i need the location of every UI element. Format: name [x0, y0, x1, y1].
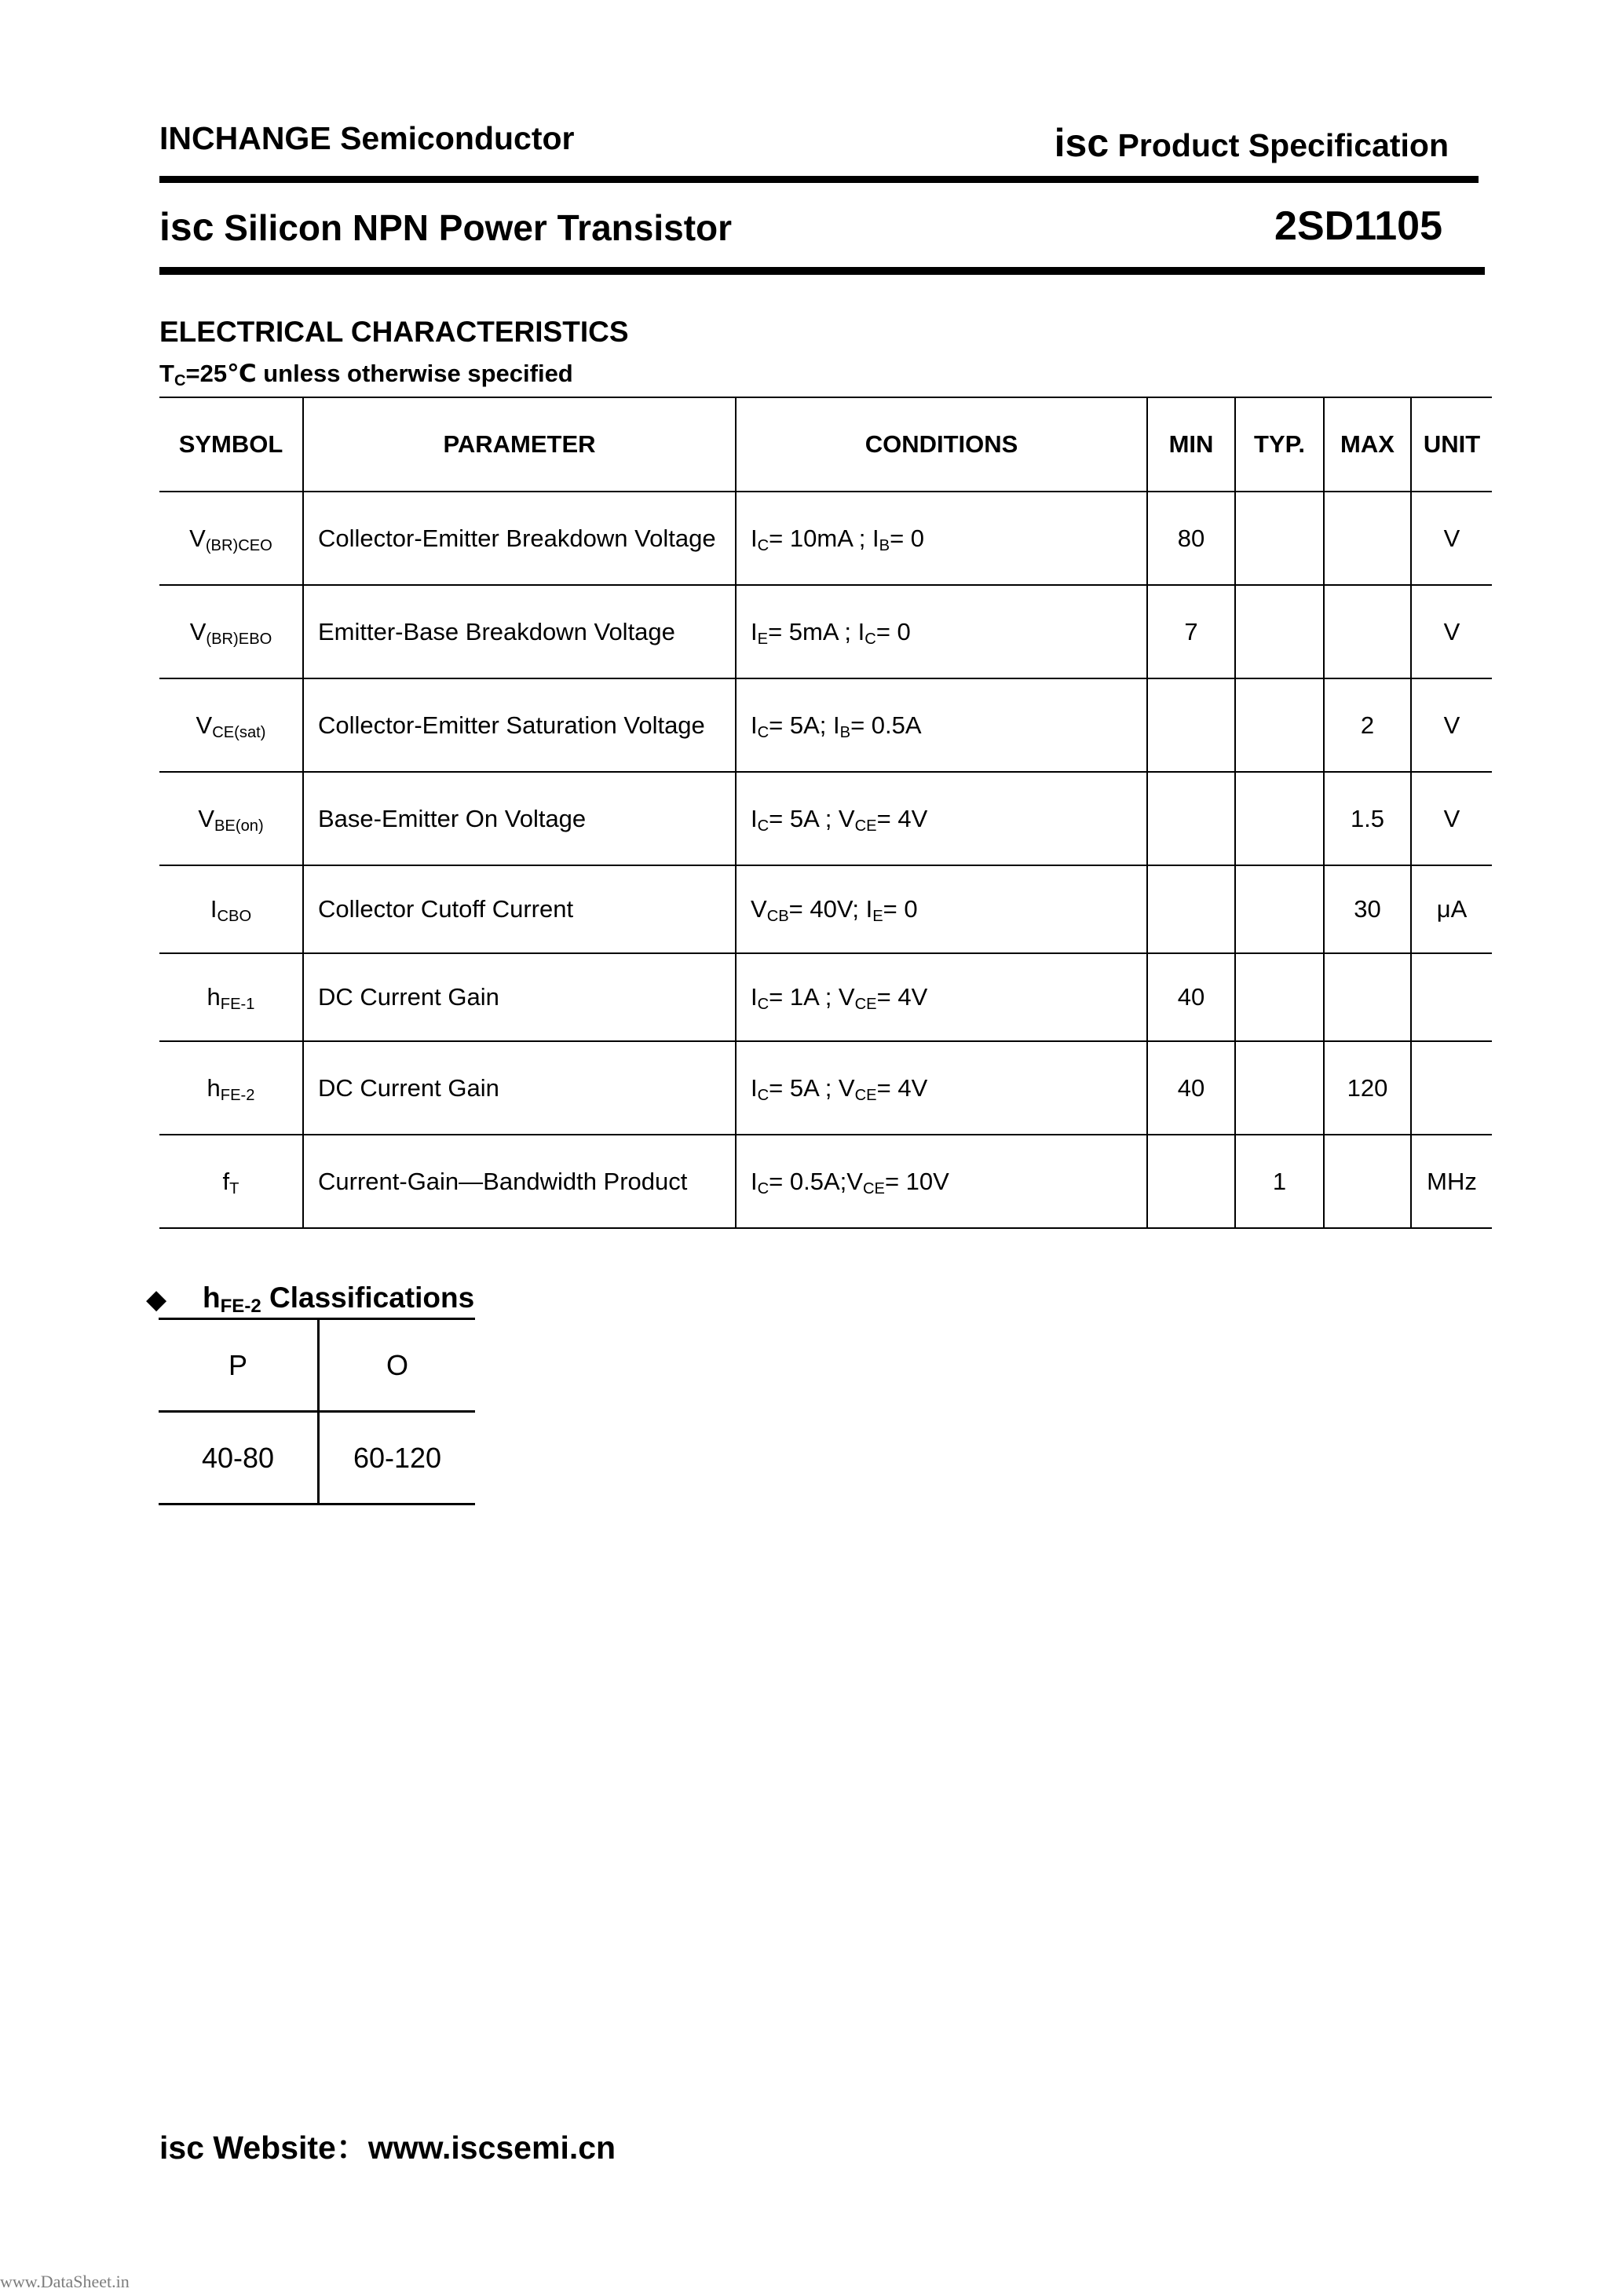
- classifications-title: [203, 1281, 475, 1317]
- cond-part: = 40V; I: [788, 895, 873, 923]
- cond-part: = 0: [875, 617, 911, 645]
- cond-part: = 10mA ; I: [769, 524, 879, 552]
- typ-cell: [1235, 953, 1324, 1041]
- watermark: www.DataSheet.in: [0, 2272, 130, 2291]
- cond-part: I: [751, 983, 758, 1011]
- min-cell: 80: [1147, 492, 1235, 585]
- max-cell: 1.5: [1324, 772, 1411, 865]
- cond-sub: CE: [854, 996, 877, 1014]
- cond-part: V: [751, 895, 767, 923]
- symbol-main: V: [198, 804, 214, 832]
- header-symbol: SYMBOL: [159, 397, 303, 492]
- cond-part: I: [751, 804, 758, 832]
- parameter-cell: Collector-Emitter Saturation Voltage: [303, 678, 736, 772]
- min-cell: 40: [1147, 953, 1235, 1041]
- min-cell: 7: [1147, 585, 1235, 678]
- cond-part: I: [751, 524, 758, 552]
- max-cell: [1324, 953, 1411, 1041]
- symbol-sub: FE-2: [220, 1086, 255, 1104]
- parameter-cell: Base-Emitter On Voltage: [303, 772, 736, 865]
- cond-part: I: [751, 617, 758, 645]
- symbol-main: f: [222, 1167, 230, 1195]
- cond-sub: C: [757, 1086, 769, 1104]
- symbol-cell: [159, 772, 303, 865]
- cond-part: = 4V: [876, 1073, 928, 1102]
- cond-sub: C: [174, 372, 186, 390]
- cond-part: I: [751, 1073, 758, 1102]
- symbol-sub: (BR)EBO: [206, 630, 272, 648]
- max-cell: [1324, 585, 1411, 678]
- max-cell: 120: [1324, 1041, 1411, 1135]
- symbol-cell: [159, 678, 303, 772]
- part-number: 2SD1105: [1274, 203, 1442, 249]
- unit-cell: V: [1411, 492, 1492, 585]
- table-row: [159, 1041, 1492, 1135]
- table-row: [159, 1135, 1492, 1228]
- company-name: INCHANGE Semiconductor: [159, 120, 575, 156]
- symbol-main: V: [189, 617, 207, 645]
- table-row: [159, 492, 1492, 585]
- diamond-bullet-icon: ◆: [146, 1285, 167, 1314]
- header-conditions: CONDITIONS: [736, 397, 1147, 492]
- cond-sub: C: [757, 723, 769, 741]
- cond-part: I: [751, 1167, 758, 1195]
- symbol-cell: [159, 585, 303, 678]
- cond-part: = 4V: [876, 983, 928, 1011]
- cond-sub: E: [757, 630, 769, 648]
- conditions-cell: [736, 1041, 1147, 1135]
- cond-sub: C: [757, 536, 769, 554]
- title-product: Silicon NPN Power Transistor: [224, 207, 733, 248]
- table-row: [159, 953, 1492, 1041]
- cond-rest: =25℃ unless otherwise specified: [185, 360, 573, 387]
- min-cell: [1147, 772, 1235, 865]
- range-row: [159, 1412, 475, 1504]
- spec-brand: isc: [1054, 121, 1109, 165]
- symbol-cell: [159, 1041, 303, 1135]
- title-rule: [159, 267, 1485, 275]
- cond-part: = 10V: [884, 1167, 949, 1195]
- parameter-cell: DC Current Gain: [303, 1041, 736, 1135]
- cond-part: = 0.5A: [850, 711, 922, 739]
- conditions-cell: [736, 585, 1147, 678]
- footer-website[interactable]: isc Website：www.iscsemi.cn: [159, 2130, 616, 2166]
- symbol-main: h: [207, 983, 221, 1011]
- conditions-cell: [736, 865, 1147, 953]
- conditions-cell: [736, 953, 1147, 1041]
- symbol-sub: CE(sat): [212, 723, 266, 741]
- symbol-sub: FE-1: [220, 996, 255, 1014]
- symbol-sub: T: [229, 1179, 239, 1197]
- typ-cell: [1235, 585, 1324, 678]
- header-min: MIN: [1147, 397, 1235, 492]
- symbol-main: h: [207, 1073, 221, 1102]
- cls-title-main: h: [203, 1281, 221, 1314]
- cls-title-sub: FE-2: [220, 1296, 261, 1317]
- symbol-cell: [159, 492, 303, 585]
- parameter-cell: Collector Cutoff Current: [303, 865, 736, 953]
- max-cell: [1324, 492, 1411, 585]
- typ-cell: [1235, 772, 1324, 865]
- cond-part: = 5A ; V: [769, 1073, 855, 1102]
- range-cell: 40-80: [159, 1412, 319, 1504]
- table-row: [159, 585, 1492, 678]
- cond-sub: C: [757, 1179, 769, 1197]
- section-title: ELECTRICAL CHARACTERISTICS: [159, 316, 629, 348]
- cond-part: = 5A; I: [769, 711, 840, 739]
- header-rule: [159, 176, 1479, 183]
- max-cell: [1324, 1135, 1411, 1228]
- grade-cell: O: [319, 1319, 476, 1412]
- symbol-sub: CBO: [217, 908, 252, 926]
- cond-sub: E: [872, 908, 883, 926]
- symbol-main: V: [196, 711, 213, 739]
- parameter-cell: Current-Gain—Bandwidth Product: [303, 1135, 736, 1228]
- cond-part: = 0.5A;V: [769, 1167, 863, 1195]
- typ-cell: [1235, 865, 1324, 953]
- typ-cell: [1235, 1041, 1324, 1135]
- range-cell: 60-120: [319, 1412, 476, 1504]
- symbol-cell: [159, 953, 303, 1041]
- min-cell: 40: [1147, 1041, 1235, 1135]
- table-row: [159, 678, 1492, 772]
- parameter-cell: Collector-Emitter Breakdown Voltage: [303, 492, 736, 585]
- cond-part: = 0: [890, 524, 925, 552]
- header-typ: TYP.: [1235, 397, 1324, 492]
- unit-cell: μA: [1411, 865, 1492, 953]
- unit-cell: V: [1411, 678, 1492, 772]
- conditions-cell: [736, 678, 1147, 772]
- cond-sub: CB: [766, 908, 789, 926]
- cond-sub: C: [865, 630, 876, 648]
- unit-cell: [1411, 953, 1492, 1041]
- max-cell: 30: [1324, 865, 1411, 953]
- parameter-cell: Emitter-Base Breakdown Voltage: [303, 585, 736, 678]
- grade-row: [159, 1319, 475, 1412]
- cond-main: T: [159, 360, 174, 387]
- grade-cell: P: [159, 1319, 319, 1412]
- table-row: [159, 772, 1492, 865]
- symbol-cell: [159, 865, 303, 953]
- product-title: [159, 204, 732, 250]
- cond-part: = 0: [883, 895, 918, 923]
- cond-sub: B: [879, 536, 890, 554]
- electrical-characteristics-table: [159, 397, 1492, 1229]
- header-max: MAX: [1324, 397, 1411, 492]
- conditions-cell: [736, 772, 1147, 865]
- unit-cell: MHz: [1411, 1135, 1492, 1228]
- unit-cell: [1411, 1041, 1492, 1135]
- cond-sub: C: [757, 817, 769, 835]
- typ-cell: [1235, 678, 1324, 772]
- cond-part: I: [751, 711, 758, 739]
- section-condition: [159, 360, 573, 388]
- min-cell: [1147, 1135, 1235, 1228]
- unit-cell: V: [1411, 585, 1492, 678]
- min-cell: [1147, 678, 1235, 772]
- cond-sub: C: [757, 996, 769, 1014]
- header-unit: UNIT: [1411, 397, 1492, 492]
- conditions-cell: [736, 492, 1147, 585]
- header-parameter: PARAMETER: [303, 397, 736, 492]
- title-brand: isc: [159, 205, 214, 249]
- cond-part: = 1A ; V: [769, 983, 855, 1011]
- conditions-cell: [736, 1135, 1147, 1228]
- max-cell: 2: [1324, 678, 1411, 772]
- cond-sub: CE: [854, 1086, 877, 1104]
- cond-part: = 4V: [876, 804, 928, 832]
- spec-header: [1055, 120, 1449, 166]
- min-cell: [1147, 865, 1235, 953]
- typ-cell: [1235, 492, 1324, 585]
- classifications-table: [159, 1318, 475, 1505]
- cls-title-rest: Classifications: [261, 1281, 475, 1314]
- symbol-sub: BE(on): [214, 817, 264, 835]
- cond-sub: CE: [854, 817, 877, 835]
- typ-cell: 1: [1235, 1135, 1324, 1228]
- unit-cell: V: [1411, 772, 1492, 865]
- cond-part: = 5mA ; I: [768, 617, 865, 645]
- spec-label: Product Specification: [1117, 127, 1449, 163]
- table-header-row: [159, 397, 1492, 492]
- cond-sub: B: [839, 723, 851, 741]
- symbol-main: V: [189, 524, 206, 552]
- symbol-sub: (BR)CEO: [205, 536, 272, 554]
- cond-sub: CE: [862, 1179, 885, 1197]
- table-row: [159, 865, 1492, 953]
- symbol-cell: [159, 1135, 303, 1228]
- symbol-main: I: [210, 895, 217, 923]
- cond-part: = 5A ; V: [769, 804, 855, 832]
- parameter-cell: DC Current Gain: [303, 953, 736, 1041]
